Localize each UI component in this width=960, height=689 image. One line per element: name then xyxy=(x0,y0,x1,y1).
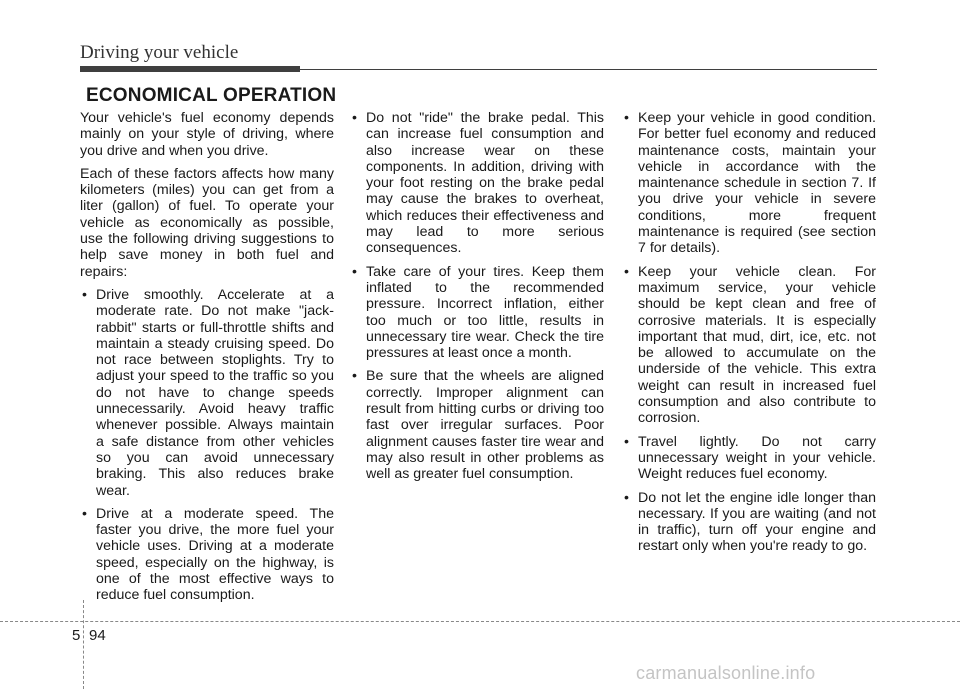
bullet-item xyxy=(622,490,876,555)
bullet-item xyxy=(350,264,604,362)
bullet-text: Drive at a moderate speed. The faster you drive, the more fuel your vehicle uses. Driving at a moderate speed, especially on the highway, is one of the most effective ways to reduce fuel consumption. xyxy=(96,505,334,604)
bullet-item xyxy=(622,434,876,483)
footer-crop-line-horizontal xyxy=(0,621,960,622)
bullet-text: Be sure that the wheels are aligned correctly. Improper alignment can result from hitting curbs or driving too fast over irregular surfaces. Poor alignment causes faster tire wear and may also result in other problems as well as greater fuel consumption. xyxy=(366,368,604,483)
bullet-text: Do not let the engine idle longer than necessary. If you are waiting (and not in traffic), turn off your engine and restart only when you're ready to go. xyxy=(638,489,876,555)
section-title: ECONOMICAL OPERATION xyxy=(86,85,337,106)
section-number: 5 xyxy=(72,627,81,644)
text-column-2 xyxy=(350,110,604,490)
bullet-item xyxy=(622,264,876,427)
bullet-glyph: • xyxy=(624,263,629,280)
bullet-glyph: • xyxy=(624,110,629,126)
running-head: Driving your vehicle xyxy=(80,42,239,63)
bullet-glyph: • xyxy=(352,368,357,385)
intro-paragraph-2: Each of these factors affects how many kilometers (miles) you can get from a liter (gallon) of fuel. To operate your vehicle as economically as possible, use the following driving suggestions to help save money in both fuel and repairs: xyxy=(80,165,334,280)
header-rule-thick xyxy=(80,66,300,72)
bullet-glyph: • xyxy=(624,433,629,450)
bullet-item xyxy=(80,287,334,499)
bullet-item xyxy=(350,368,604,482)
bullet-glyph: • xyxy=(352,263,357,280)
bullet-item xyxy=(80,506,334,604)
bullet-item xyxy=(622,110,876,257)
bullet-glyph: • xyxy=(624,489,629,506)
intro-paragraph-1: Your vehicle's fuel economy depends mainly on your style of driving, where you drive and when you drive. xyxy=(80,110,334,159)
footer-crop-line-vertical xyxy=(83,600,84,689)
bullet-text: Do not "ride" the brake pedal. This can increase fuel consumption and also increase wear on these components. In addition, driving with your foot resting on the brake pedal may cause the brakes to overheat, which reduces their effectiveness and may lead to more serious consequences. xyxy=(366,110,604,257)
bullet-text: Keep your vehicle in good condition. For better fuel economy and reduced maintenance costs, maintain your vehicle in accordance with the maintenance schedule in section 7. If you drive your vehicle in severe conditions, more frequent maintenance is required (see section 7 for details). xyxy=(638,110,876,257)
watermark-text: carmanualsonline.info xyxy=(636,663,816,683)
bullet-glyph: • xyxy=(82,286,87,303)
text-column-1 xyxy=(80,110,334,611)
bullet-text: Keep your vehicle clean. For maximum service, your vehicle should be kept clean and free of corrosive materials. It is especially important that mud, dirt, ice, etc. not be allowed to accumulate on the underside of the vehicle. This extra weight can result in increased fuel consumption and also contribute to corrosion. xyxy=(638,263,876,427)
bullet-item xyxy=(350,110,604,257)
page-number: 94 xyxy=(89,627,106,644)
bullet-text: Take care of your tires. Keep them inflated to the recommended pressure. Incorrect inflation, either too much or too little, results in unnecessary tire wear. Check the tire pressures at least once a month. xyxy=(366,263,604,362)
text-column-3 xyxy=(622,110,876,562)
header-rule-thin xyxy=(300,69,877,70)
bullet-glyph: • xyxy=(82,505,87,522)
bullet-text: Travel lightly. Do not carry unnecessary weight in your vehicle. Weight reduces fuel economy. xyxy=(638,433,876,483)
bullet-glyph: • xyxy=(352,110,357,126)
bullet-text: Drive smoothly. Accelerate at a moderate rate. Do not make "jack-rabbit" starts or full-throttle shifts and maintain a steady cruising speed. Do not race between stoplights. Try to adjust your speed to the traffic so you do not have to change speeds unnecessarily. Avoid heavy traffic whenever possible. Always maintain a safe distance from other vehicles so you can avoid unnecessary braking. This also reduces brake wear. xyxy=(96,286,334,499)
